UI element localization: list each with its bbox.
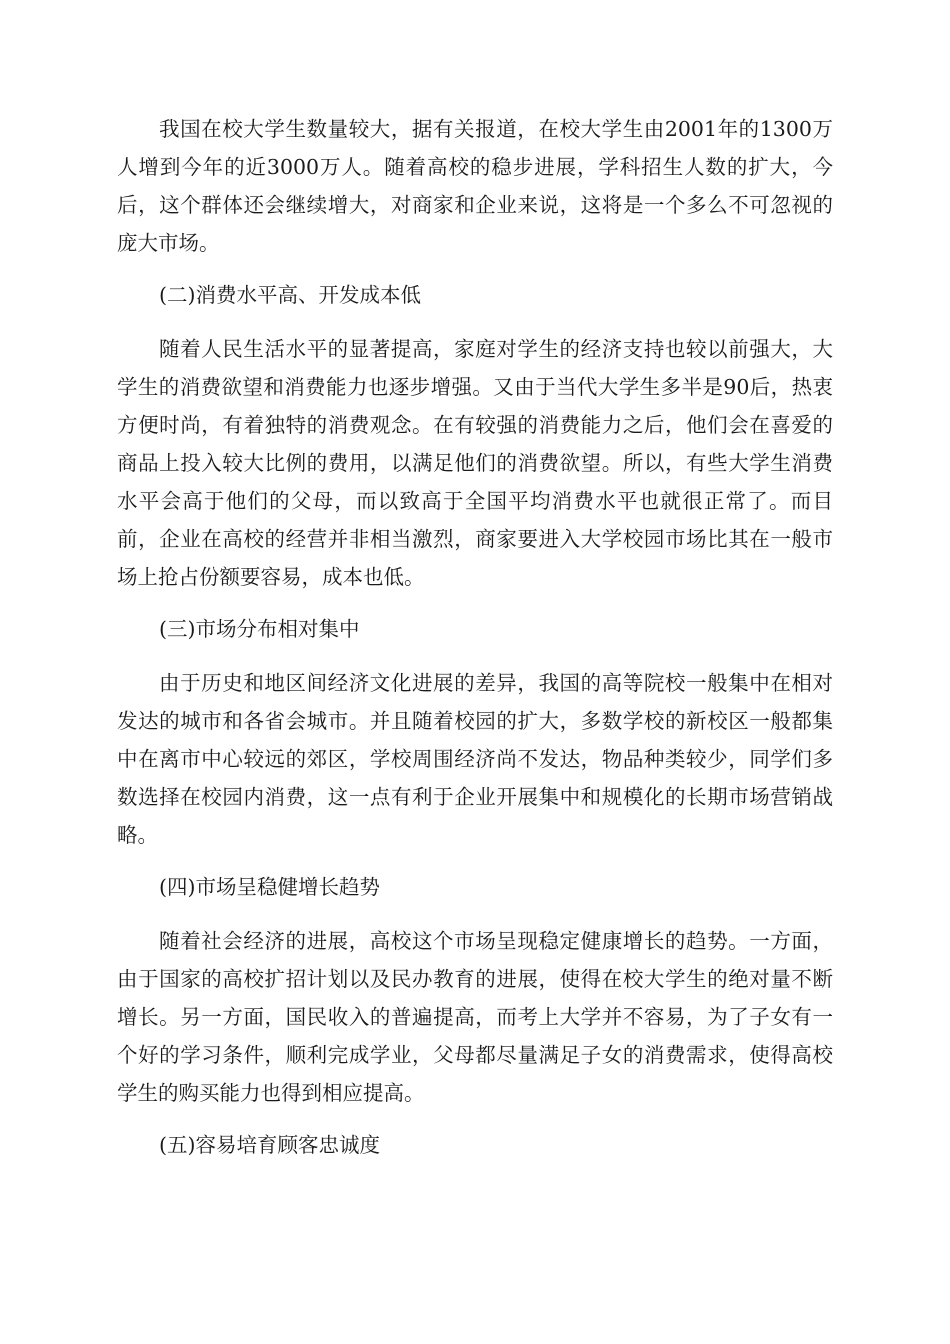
section-heading-consumption-level: (二)消费水平高、开发成本低 (159, 283, 421, 307)
paragraph-consumption-level: 随着人民生活水平的显著提高，家庭对学生的经济支持也较以前强大，大学生的消费欲望和消费能力也逐步增强。又由于当代大学生多半是90后，热衷方便时尚，有着独特的消费观念。在有较强的消费能力之后，他们会在喜爱的商品上投入较大比例的费用，以满足他们的消费欲望。所以，有些大学生消费水平会高于他们的父母，而以致高于全国平均消费水平也就很正常了。而目前，企业在高校的经营并非相当激烈，商家要进入大学校园市场比其在一般市场上抢占份额要容易，成本也低。 (117, 337, 833, 589)
paragraph-student-population: 我国在校大学生数量较大，据有关报道，在校大学生由2001年的1300万人增到今年的近3000万人。随着高校的稳步进展，学科招生人数的扩大，今后，这个群体还会继续增大，对商家和企业来说，这将是一个多么不可忽视的庞大市场。 (117, 117, 833, 255)
section-heading-customer-loyalty: (五)容易培育顾客忠诚度 (159, 1133, 380, 1157)
section-heading-market-growth: (四)市场呈稳健增长趋势 (159, 875, 380, 899)
section-heading-market-distribution: (三)市场分布相对集中 (159, 617, 360, 641)
paragraph-market-distribution: 由于历史和地区间经济文化进展的差异，我国的高等院校一般集中在相对发达的城市和各省会城市。并且随着校园的扩大，多数学校的新校区一般都集中在离市中心较远的郊区，学校周围经济尚不发达，物品种类较少，同学们多数选择在校园内消费，这一点有利于企业开展集中和规模化的长期市场营销战略。 (117, 671, 833, 847)
document-body (117, 110, 833, 1180)
paragraph-market-growth: 随着社会经济的进展，高校这个市场呈现稳定健康增长的趋势。一方面，由于国家的高校扩招计划以及民办教育的进展，使得在校大学生的绝对量不断增长。另一方面，国民收入的普遍提高，而考上大学并不容易，为了子女有一个好的学习条件，顺利完成学业，父母都尽量满足子女的消费需求，使得高校学生的购买能力也得到相应提高。 (117, 929, 833, 1105)
